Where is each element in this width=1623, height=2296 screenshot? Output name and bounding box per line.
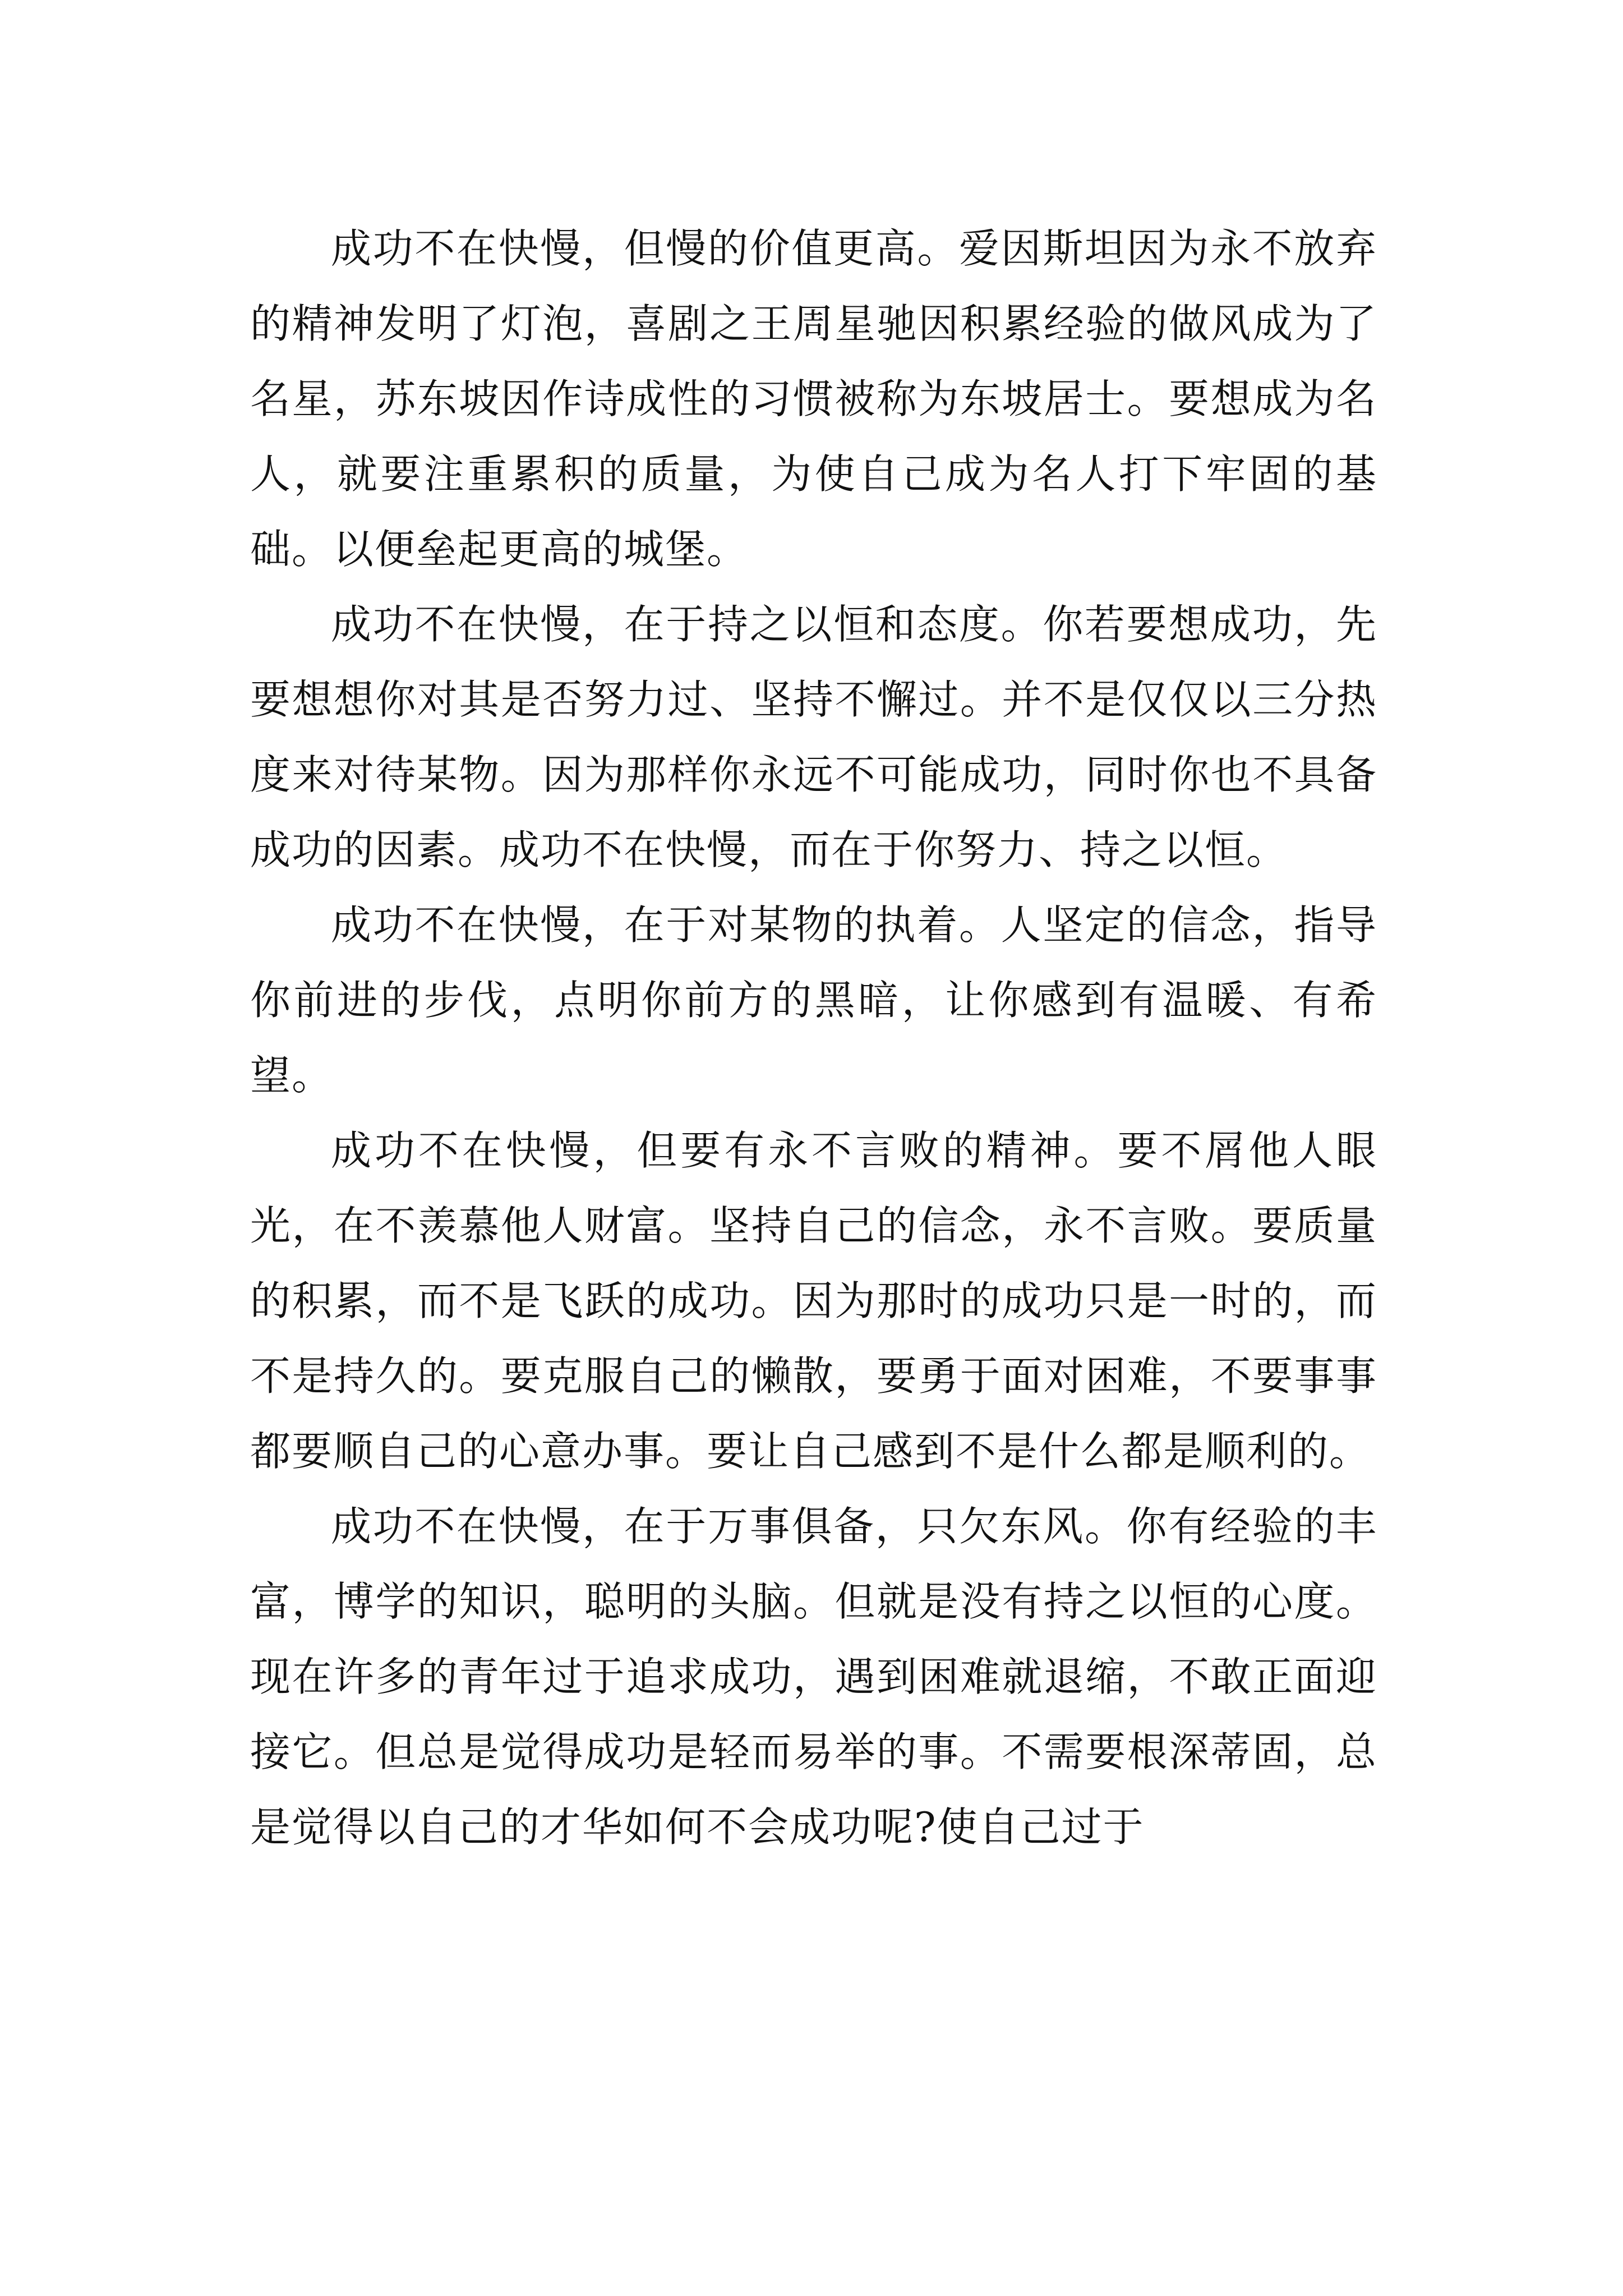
paragraph-3: 成功不在快慢，在于对某物的执着。人坚定的信念，指导你前进的步伐，点明你前方的黑暗，让你感到有温暖、有希望。: [250, 901, 1377, 1099]
paragraph-2: 成功不在快慢，在于持之以恒和态度。你若要想成功，先要想想你对其是否努力过、坚持不懈过。并不是仅仅以三分热度来对待某物。因为那样你永远不可能成功，同时你也不具备成功的因素。成功不在快慢，而在于你努力、持之以恒。: [250, 601, 1377, 873]
paragraph-4: 成功不在快慢，但要有永不言败的精神。要不屑他人眼光，在不羡慕他人财富。坚持自己的信念，永不言败。要质量的积累，而不是飞跃的成功。因为那时的成功只是一时的，而不是持久的。要克服自己的懒散，要勇于面对困难，不要事事都要顺自己的心意办事。要让自己感到不是什么都是顺利的。: [250, 1127, 1377, 1475]
document-body: [250, 211, 1377, 1865]
paragraph-1: 成功不在快慢，但慢的价值更高。爱因斯坦因为永不放弃的精神发明了灯泡，喜剧之王周星驰因积累经验的做风成为了名星，苏东坡因作诗成性的习惯被称为东坡居士。要想成为名人，就要注重累积的质量，为使自己成为名人打下牢固的基础。以便垒起更高的城堡。: [250, 225, 1377, 573]
paragraph-5: 成功不在快慢，在于万事俱备，只欠东风。你有经验的丰富，博学的知识，聪明的头脑。但就是没有持之以恒的心度。现在许多的青年过于追求成功，遇到困难就退缩，不敢正面迎接它。但总是觉得成功是轻而易举的事。不需要根深蒂固，总是觉得以自己的才华如何不会成功呢?使自己过于: [250, 1503, 1377, 1851]
